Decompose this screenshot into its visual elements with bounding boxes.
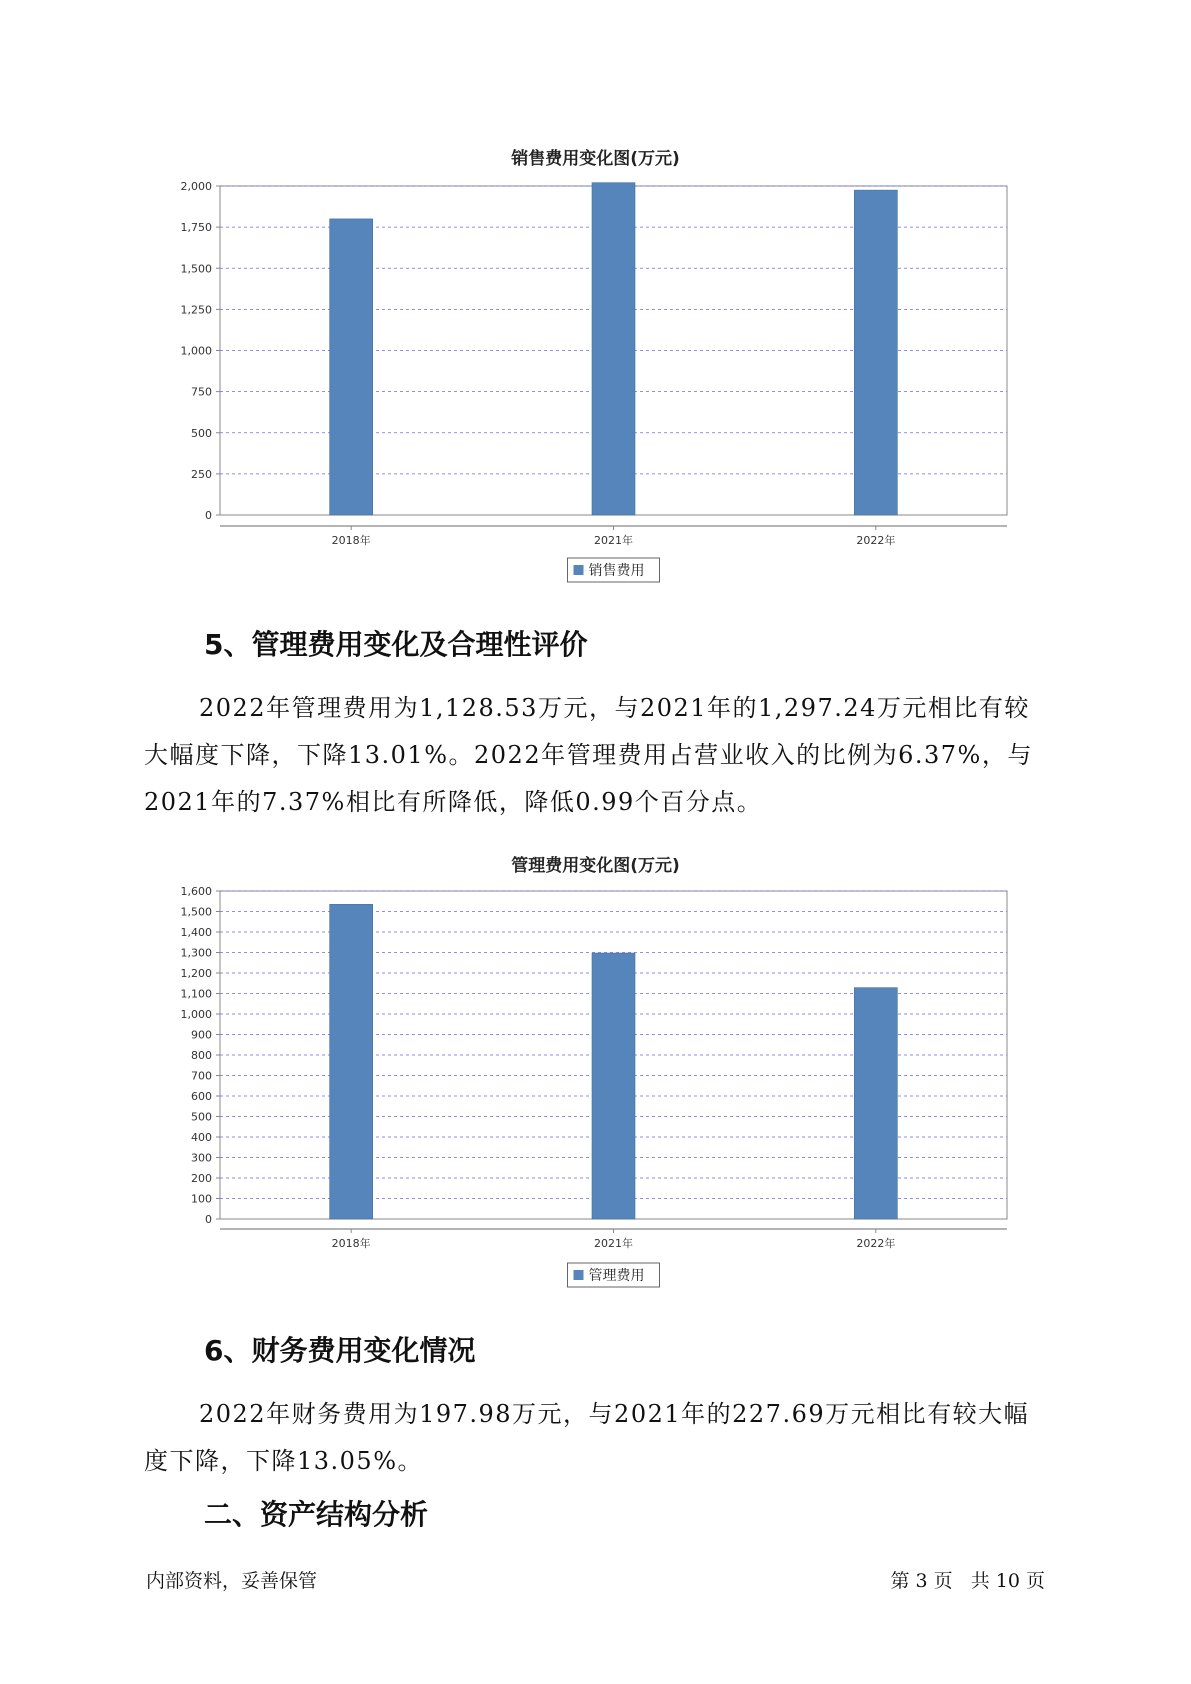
y-tick-label: 700 bbox=[191, 1069, 212, 1083]
y-tick-label: 1,750 bbox=[180, 221, 212, 235]
y-tick-label: 1,100 bbox=[180, 987, 212, 1001]
bar bbox=[330, 904, 373, 1219]
section-6-heading: 6、财务费用变化情况 bbox=[204, 1334, 476, 1367]
y-tick-label: 1,200 bbox=[180, 967, 212, 980]
section-6-paragraph: 2022年财务费用为197.98万元，与2021年的227.69万元相比有较大幅度下降，下降13.05%。 bbox=[144, 1400, 1030, 1475]
y-tick-label: 1,000 bbox=[180, 1008, 212, 1021]
y-tick-label: 400 bbox=[191, 1131, 212, 1144]
y-tick-label: 0 bbox=[205, 509, 212, 522]
legend-swatch bbox=[574, 1270, 584, 1280]
y-tick-label: 500 bbox=[191, 426, 212, 440]
y-tick-label: 600 bbox=[191, 1090, 212, 1103]
bar bbox=[854, 190, 897, 515]
y-tick-label: 2,000 bbox=[180, 180, 212, 193]
legend-swatch bbox=[574, 565, 584, 575]
bar bbox=[330, 219, 373, 515]
x-tick-label: 2022年 bbox=[856, 534, 896, 547]
y-tick-label: 1,600 bbox=[180, 885, 212, 898]
footer-page-number: 第 3 页 共 10 页 bbox=[890, 1570, 1045, 1592]
y-tick-label: 750 bbox=[191, 385, 212, 399]
y-tick-label: 1,500 bbox=[180, 905, 212, 919]
x-tick-label: 2018年 bbox=[331, 534, 371, 547]
section-5-heading: 5、管理费用变化及合理性评价 bbox=[204, 628, 588, 661]
x-tick-label: 2021年 bbox=[594, 1237, 633, 1250]
y-tick-label: 1,500 bbox=[180, 262, 212, 276]
admin-expense-chart bbox=[0, 876, 1191, 1306]
y-tick-label: 800 bbox=[191, 1049, 212, 1062]
y-tick-label: 1,000 bbox=[180, 344, 212, 358]
bar bbox=[854, 988, 897, 1219]
x-tick-label: 2022年 bbox=[856, 1237, 896, 1250]
x-tick-label: 2021年 bbox=[594, 534, 633, 547]
y-tick-label: 200 bbox=[191, 1172, 212, 1185]
sales-expense-chart bbox=[0, 170, 1191, 590]
bar bbox=[592, 183, 635, 515]
y-tick-label: 1,400 bbox=[180, 926, 212, 939]
x-tick-label: 2018年 bbox=[331, 1237, 371, 1250]
chart-title-admin: 管理费用变化图(万元) bbox=[511, 856, 680, 876]
y-tick-label: 1,300 bbox=[180, 946, 212, 960]
y-tick-label: 900 bbox=[191, 1028, 212, 1042]
footer-confidential: 内部资料，妥善保管 bbox=[146, 1570, 318, 1592]
y-tick-label: 250 bbox=[191, 467, 212, 481]
asset-structure-heading: 二、资产结构分析 bbox=[204, 1498, 429, 1531]
legend-label: 管理费用 bbox=[588, 1268, 645, 1284]
bar bbox=[592, 953, 635, 1219]
y-tick-label: 0 bbox=[205, 1213, 212, 1226]
y-tick-label: 100 bbox=[191, 1192, 212, 1206]
chart-title-sales: 销售费用变化图(万元) bbox=[511, 149, 680, 169]
legend-label: 销售费用 bbox=[588, 563, 645, 579]
y-tick-label: 500 bbox=[191, 1110, 212, 1124]
y-tick-label: 300 bbox=[191, 1151, 212, 1165]
section-5-paragraph: 2022年管理费用为1,128.53万元，与2021年的1,297.24万元相比有较大幅度下降，下降13.01%。2022年管理费用占营业收入的比例为6.37%，与2021年的7.37%相比有所降低，降低0.99个百分点。 bbox=[144, 694, 1033, 816]
y-tick-label: 1,250 bbox=[180, 303, 212, 317]
